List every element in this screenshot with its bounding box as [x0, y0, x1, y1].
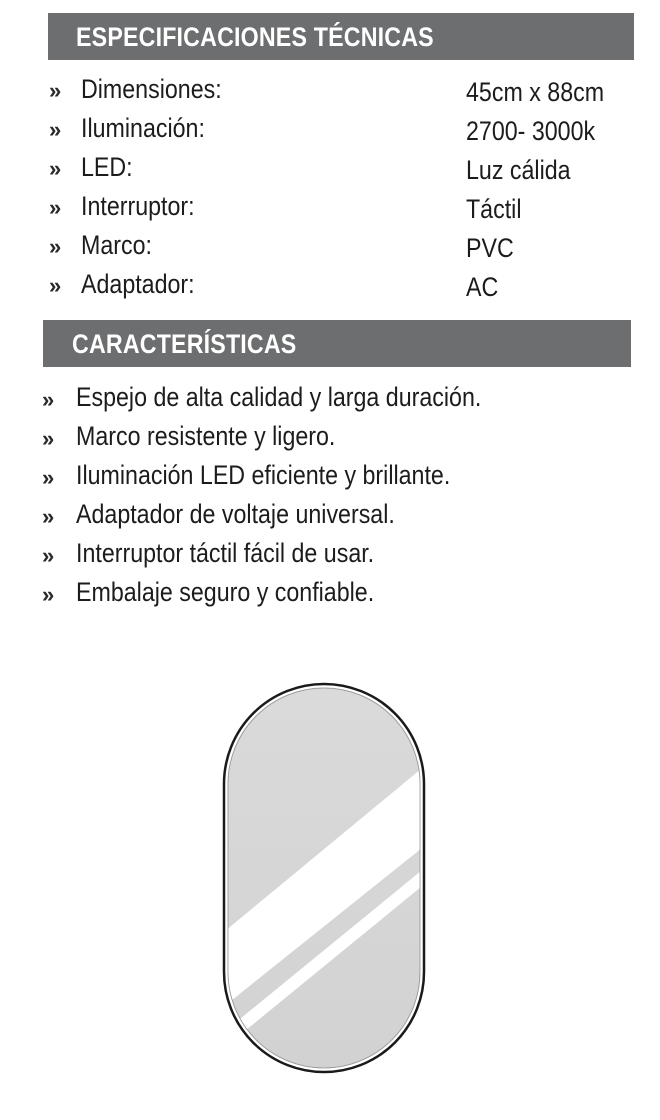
spec-row-adapter	[0, 269, 660, 305]
feature-item	[0, 421, 660, 459]
spec-row-illumination	[0, 113, 660, 149]
features-section-title: CARACTERÍSTICAS	[72, 329, 297, 359]
spec-row-switch	[0, 191, 660, 227]
feature-item	[0, 538, 660, 576]
bullet-icon: »	[42, 426, 55, 451]
spec-value: AC	[466, 272, 499, 302]
feature-text: Interruptor táctil fácil de usar.	[76, 538, 375, 568]
feature-text: Iluminación LED eficiente y brillante.	[76, 460, 451, 490]
bullet-icon: »	[42, 387, 55, 412]
spec-label: Iluminación:	[81, 113, 205, 143]
oval-mirror-icon	[222, 682, 426, 1074]
feature-text: Espejo de alta calidad y larga duración.	[76, 382, 482, 412]
feature-item	[0, 499, 660, 537]
bullet-icon: »	[49, 117, 62, 142]
bullet-icon: »	[49, 195, 62, 220]
oval-mirror-illustration	[222, 682, 426, 1074]
bullet-icon: »	[42, 543, 55, 568]
spec-value: 45cm x 88cm	[466, 77, 605, 107]
feature-text: Embalaje seguro y confiable.	[76, 577, 375, 607]
spec-value: Luz cálida	[466, 155, 571, 185]
bullet-icon: »	[42, 582, 55, 607]
bullet-icon: »	[49, 78, 62, 103]
spec-label: Adaptador:	[81, 269, 195, 299]
spec-value: PVC	[466, 233, 514, 263]
bullet-icon: »	[49, 273, 62, 298]
spec-row-led	[0, 152, 660, 188]
spec-value: 2700- 3000k	[466, 116, 596, 146]
spec-label: Interruptor:	[81, 191, 195, 221]
feature-item	[0, 577, 660, 615]
spec-value: Táctil	[466, 194, 522, 224]
specs-section-title: ESPECIFICACIONES TÉCNICAS	[76, 22, 434, 52]
feature-item	[0, 460, 660, 498]
spec-row-dimensions	[0, 74, 660, 110]
bullet-icon: »	[42, 465, 55, 490]
bullet-icon: »	[49, 234, 62, 259]
feature-item	[0, 382, 660, 420]
feature-text: Marco resistente y ligero.	[76, 421, 336, 451]
spec-label: Dimensiones:	[81, 74, 222, 104]
spec-label: LED:	[81, 152, 133, 182]
features-section-header	[43, 320, 631, 367]
bullet-icon: »	[42, 504, 55, 529]
bullet-icon: »	[49, 156, 62, 181]
spec-label: Marco:	[81, 230, 152, 260]
specs-section-header	[48, 13, 634, 60]
feature-text: Adaptador de voltaje universal.	[76, 499, 395, 529]
spec-row-frame	[0, 230, 660, 266]
